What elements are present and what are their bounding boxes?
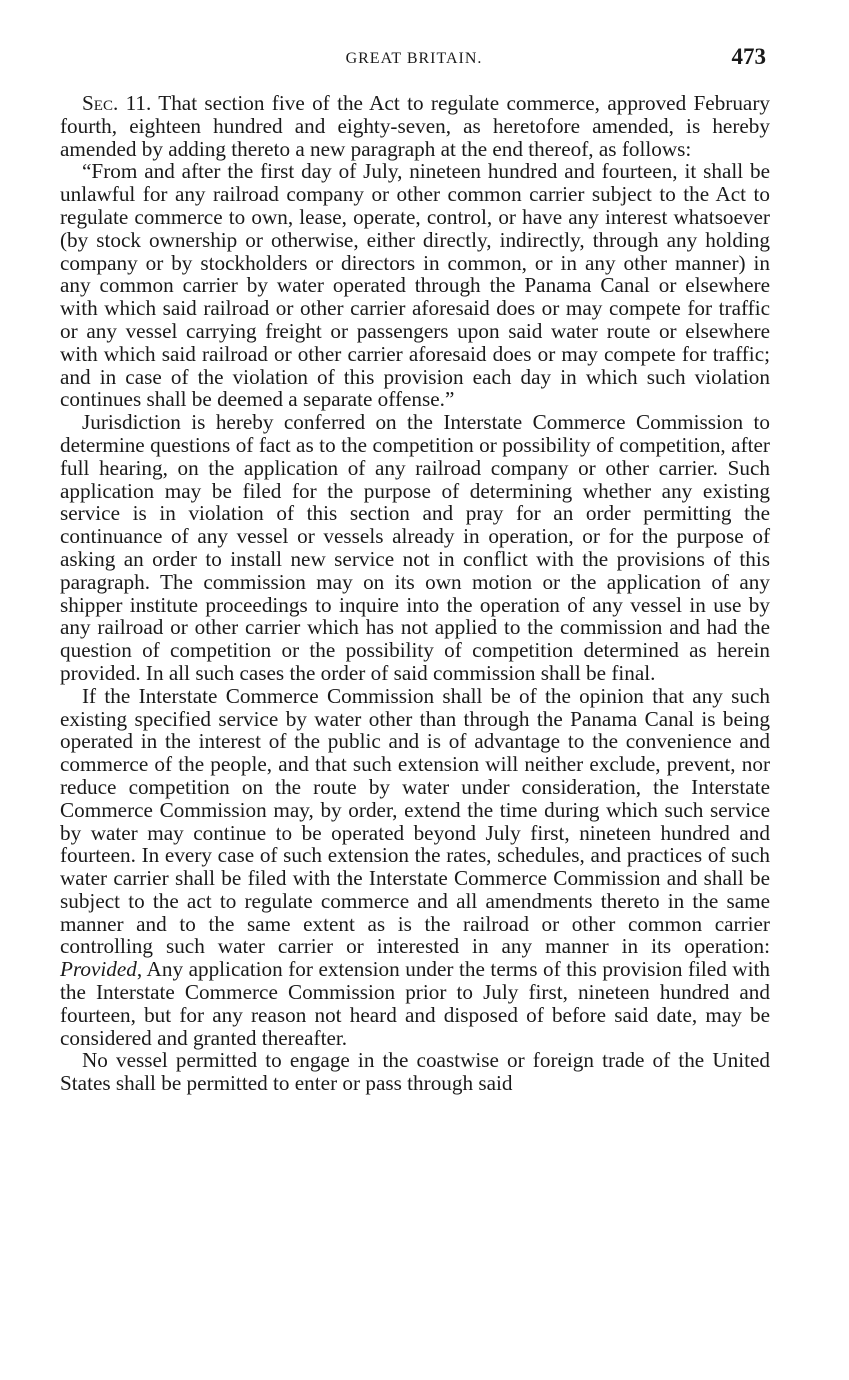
vessel-paragraph xyxy=(60,1049,770,1095)
page-number: 473 xyxy=(731,44,766,69)
paragraph-text: No vessel permitted to engage in the coastwise or foreign trade of the United States shall be permitted to enter or pass through said xyxy=(60,1048,770,1096)
body-text xyxy=(60,92,770,1095)
quoted-amendment-paragraph xyxy=(60,160,770,411)
proviso-term: Provided xyxy=(60,957,137,982)
paragraph-text: “From and after the first day of July, nineteen hundred and fourteen, it shall be unlawful for any railroad company or other common carrier subject to the Act to regulate commerce to own, lease, operate, control, or have any interest whatsoever (by stock ownership or otherwise, either directly, indirectly, through any holding company or by stockholders or directors in common, or in any other manner) in any common carrier by water operated through the Panama Canal or elsewhere with which said railroad or other carrier aforesaid does or may compete for traffic or any vessel carrying freight or passengers upon said water route or elsewhere with which said railroad or other carrier aforesaid does or may compete for traffic; and in case of the violation of this provision each day in which such violation continues shall be deemed a separate offense.” xyxy=(60,159,770,412)
paragraph-text: , Any application for extension under the terms of this provision filed with the Interstate Commerce Commission prior to July first, nineteen hundred and fourteen, but for any reason not heard and disposed of before said date, may be considered and granted thereafter. xyxy=(60,957,770,1050)
paragraph-text: Jurisdiction is hereby conferred on the Interstate Commerce Commission to determine questions of fact as to the competition or possibility of competition, after full hearing, on the application of any railroad company or other carrier. Such application may be filed for the purpose of determining whether any existing service is in violation of this section and pray for an order permitting the continuance of any vessel or vessels already in operation, or for the purpose of asking an order to install new service not in conflict with the provisions of this paragraph. The commission may on its own motion or the application of any shipper institute proceedings to inquire into the operation of any vessel in use by any railroad or other carrier which has not applied to the commission and had the question of competition or the possibility of competition determined as herein provided. In all such cases the order of said commission shall be final. xyxy=(60,410,770,685)
page-header xyxy=(60,44,768,74)
paragraph-text: That section five of the Act to regulate commerce, approved February fourth, eighteen hundred and eighty-seven, as heretofore amended, is hereby amended by adding thereto a new paragraph at the end thereof, as follows: xyxy=(60,91,770,161)
paragraph-text: If the Interstate Commerce Commission shall be of the opinion that any such existing specified service by water other than through the Panama Canal is being operated in the interest of the public and is of advantage to the convenience and commerce of the people, and that such extension will neither exclude, prevent, nor reduce competition on the route by water under consideration, the Interstate Commerce Commission may, by order, extend the time during which such service by water may continue to be operated beyond July first, nineteen hundred and fourteen. In every case of such extension the rates, schedules, and practices of such water carrier shall be filed with the Interstate Commerce Commission and shall be subject to the act to regulate commerce and all amendments thereto in the same manner and to the same extent as is the railroad or other common carrier controlling such water carrier or interested in any manner in its operation: xyxy=(60,683,770,959)
section-label: Sec. 11. xyxy=(82,91,152,115)
jurisdiction-paragraph xyxy=(60,411,770,685)
section-11-paragraph xyxy=(60,92,770,160)
running-head: GREAT BRITAIN. xyxy=(345,50,483,67)
extension-paragraph xyxy=(60,685,770,1050)
